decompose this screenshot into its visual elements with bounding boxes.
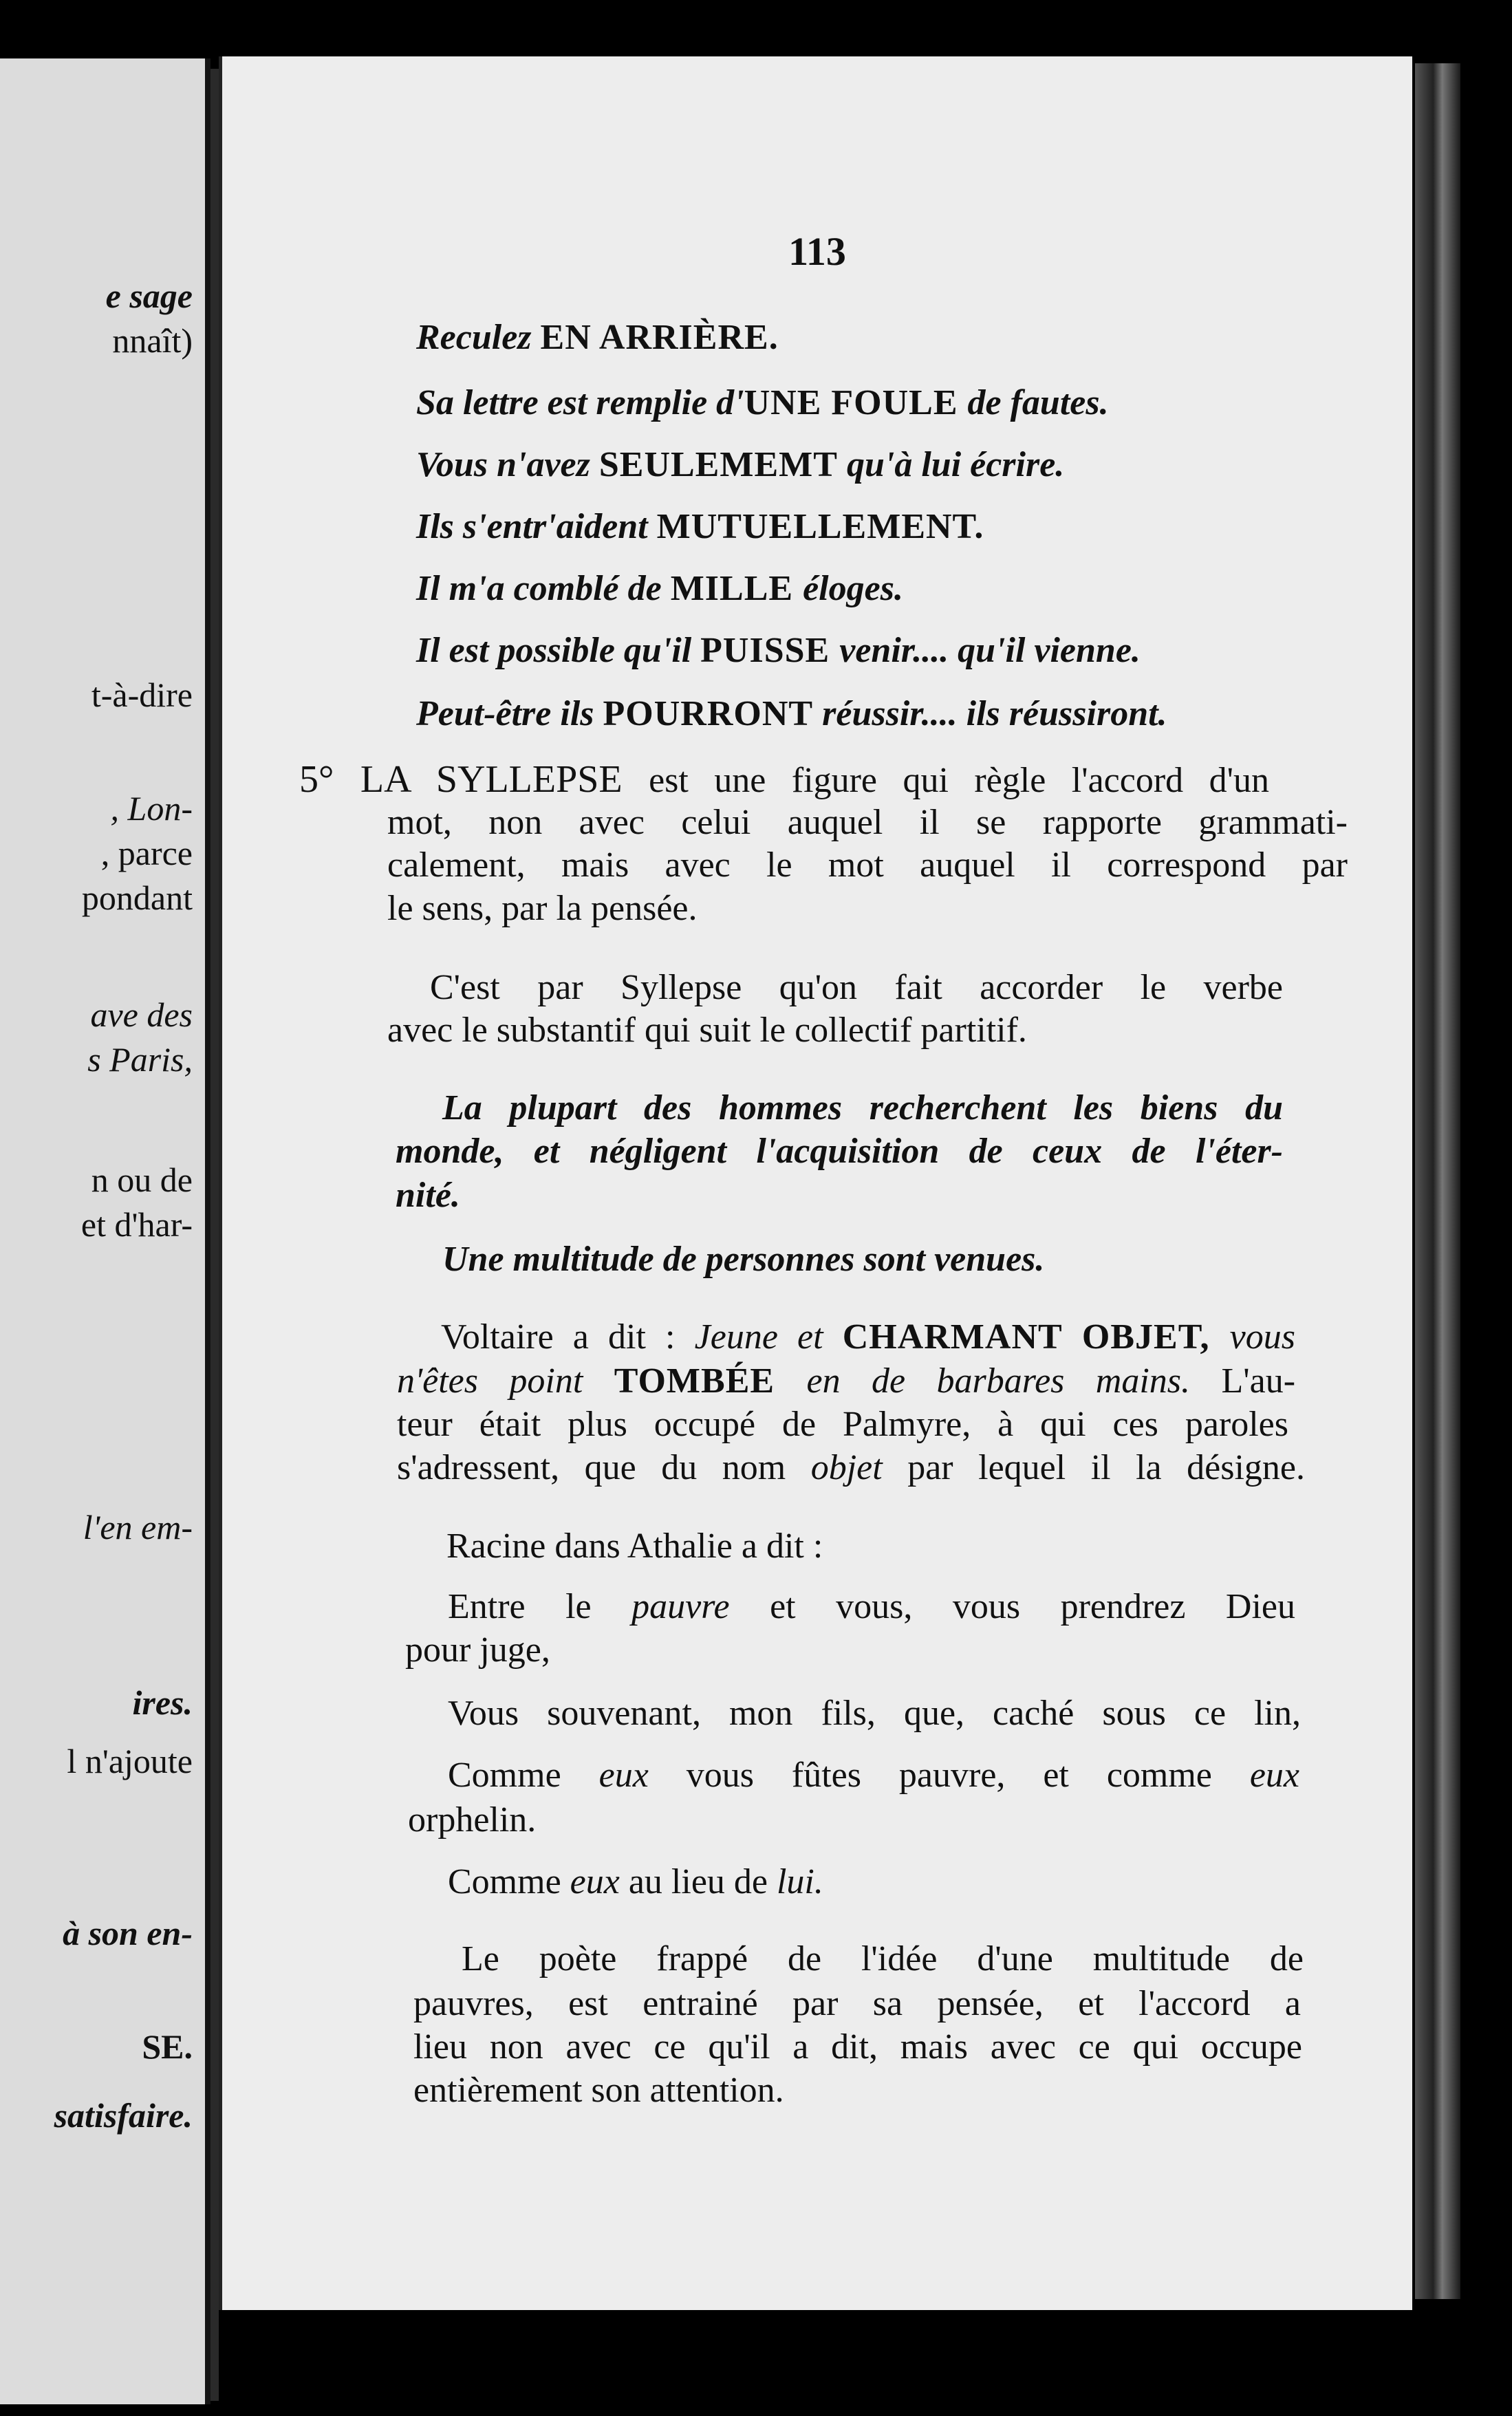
left-page-line: s Paris, [87,1040,193,1079]
voltaire-line [397,1450,1305,1486]
final-line [413,2073,784,2108]
text-segment: lieu non avec ce qu'il a dit, mais avec ce qui occupe [413,2027,1302,2067]
la-plupart-line [396,1178,460,1214]
text-segment: Entre le [448,1587,632,1626]
para2-line [387,1013,1027,1048]
text-segment: eux [598,1756,687,1795]
text-segment: s'adressent, que du nom [397,1448,811,1487]
racine-verse-line [408,1802,536,1838]
racine-verse-line [405,1632,550,1668]
final-line [413,1986,1301,2022]
text-segment: L'au- [1190,1361,1296,1401]
text-segment: UNE FOULE [744,383,968,422]
text-segment: en de barbares mains. [806,1361,1191,1401]
left-page-line: l n'ajoute [67,1742,193,1780]
text-segment: éloges. [803,569,903,608]
text-segment: nité. [396,1176,460,1215]
left-page-line: t-à-dire [91,676,193,714]
text-segment: Jeune et [694,1317,843,1357]
text-segment: Le poète frappé de l'idée d'une multitude de [462,1939,1304,1978]
text-segment: réussir.... ils réussiront. [822,694,1167,733]
text-segment: C'est par Syllepse qu'on fait accorder le verbe [430,968,1283,1007]
text-segment: objet [810,1448,908,1487]
examples-line [416,509,984,545]
left-page-line: ires. [132,1683,193,1722]
text-segment: venir.... qu'il vienne. [839,631,1141,670]
la-plupart-line [442,1090,1283,1126]
para2-line [430,970,1283,1006]
text-segment: Comme [448,1862,570,1901]
text-segment: pour juge, [405,1630,550,1670]
text-segment: de fautes. [967,383,1109,422]
text-segment: au lieu de [628,1862,777,1901]
examples-line [416,385,1109,421]
text-segment: MUTUELLEMENT. [656,507,984,546]
text-segment: eux [1249,1756,1299,1795]
text-segment: Ils s'entr'aident [416,507,657,546]
text-segment: Vous souvenant, mon fils, que, caché sous ce lin, [448,1694,1301,1733]
text-segment: Vous n'avez [416,445,599,484]
left-page-line: à son en- [63,1914,193,1952]
text-segment: Racine dans Athalie a dit : [446,1527,823,1566]
syllepse-line [387,845,1348,885]
left-page-line: l'en em- [83,1508,193,1546]
page-number: 113 [788,229,846,274]
text-segment: pauvre [631,1587,770,1626]
text-segment: Comme [448,1756,599,1795]
text-segment: EN ARRIÈRE. [540,318,779,357]
left-page-line: nnaît) [112,321,193,360]
page-gutter [210,69,219,2401]
text-segment: TOMBÉE [614,1361,807,1401]
text-segment: MILLE [670,569,803,608]
text-segment: par lequel il la désigne. [907,1448,1306,1487]
left-page-line: ave des [90,995,193,1034]
text-segment: est une figure qui règle l'accord d'un [649,761,1269,800]
text-segment: Reculez [416,318,541,357]
left-page-fragment [0,58,210,2404]
examples-line [416,696,1167,732]
syllepse-line [299,760,1269,799]
text-segment: lui. [776,1862,823,1901]
voltaire-line [441,1319,1295,1355]
text-segment: Une multitude de personnes sont venues. [442,1240,1045,1279]
text-segment: n'êtes point [397,1361,614,1401]
final-line [462,1941,1304,1977]
text-segment: orphelin. [408,1800,537,1840]
text-segment: entièrement son attention. [413,2071,784,2110]
final-line [413,2029,1302,2065]
text-segment: avec le substantif qui suit le collectif partitif. [387,1011,1027,1050]
right-page [219,56,1412,2310]
text-segment: pauvres, est entrainé par sa pensée, et l'accord a [413,1984,1301,2023]
text-segment: teur était plus occupé de Palmyre, à qui ces paroles [397,1405,1288,1444]
racine-verse-line [448,1589,1295,1625]
text-segment: CHARMANT OBJET, [842,1317,1230,1357]
text-segment: monde, et négligent l'acquisition de ceux de l'éter- [396,1132,1283,1171]
text-segment: Il est possible qu'il [416,631,701,670]
left-page-line: , Lon- [110,789,193,828]
examples-line [416,633,1141,669]
left-page-line: et d'har- [80,1205,193,1244]
examples-line [416,447,1064,483]
text-segment: Sa lettre est remplie d' [416,383,744,422]
racine-verse-line [448,1696,1301,1732]
voltaire-line [397,1407,1288,1443]
text-segment: Peut-être ils [416,694,603,733]
text-segment: qu'à lui écrire. [846,445,1065,484]
left-page-line: pondant [81,878,193,917]
racine-verse-line [448,1864,823,1900]
examples-line [416,571,903,607]
multitude-line [442,1242,1044,1277]
syllepse-line [387,805,1348,841]
text-segment: vous [1229,1317,1295,1357]
left-page-line: , parce [100,834,193,872]
text-segment: POURRONT [603,694,823,733]
la-plupart-line [396,1134,1283,1169]
text-segment: PUISSE [700,631,840,670]
left-page-line: e sage [105,277,193,315]
racine-verse-line [448,1758,1299,1793]
text-segment: Il m'a comblé de [416,569,671,608]
text-segment: le sens, par la pensée. [387,889,698,928]
text-segment: La plupart des hommes recherchent les biens du [442,1088,1283,1128]
text-segment: eux [570,1862,629,1901]
text-segment: 5° LA SYLLEPSE [299,758,649,801]
voltaire-line [397,1363,1295,1399]
racine-intro-line [446,1529,823,1564]
text-segment: calement, mais avec le mot auquel il correspond par [387,845,1348,885]
text-segment: mot, non avec celui auquel il se rapporte grammati- [387,803,1348,842]
syllepse-line [387,891,697,927]
examples-line [416,320,779,356]
text-segment: SEULEMEMT [598,445,847,484]
text-segment: et vous, vous prendrez Dieu [770,1587,1296,1626]
text-segment: vous fûtes pauvre, et comme [686,1756,1250,1795]
left-page-line: satisfaire. [54,2096,193,2135]
left-page-line: n ou de [91,1161,193,1199]
text-segment: Voltaire a dit : [441,1317,695,1357]
left-page-line: SE. [142,2027,193,2066]
